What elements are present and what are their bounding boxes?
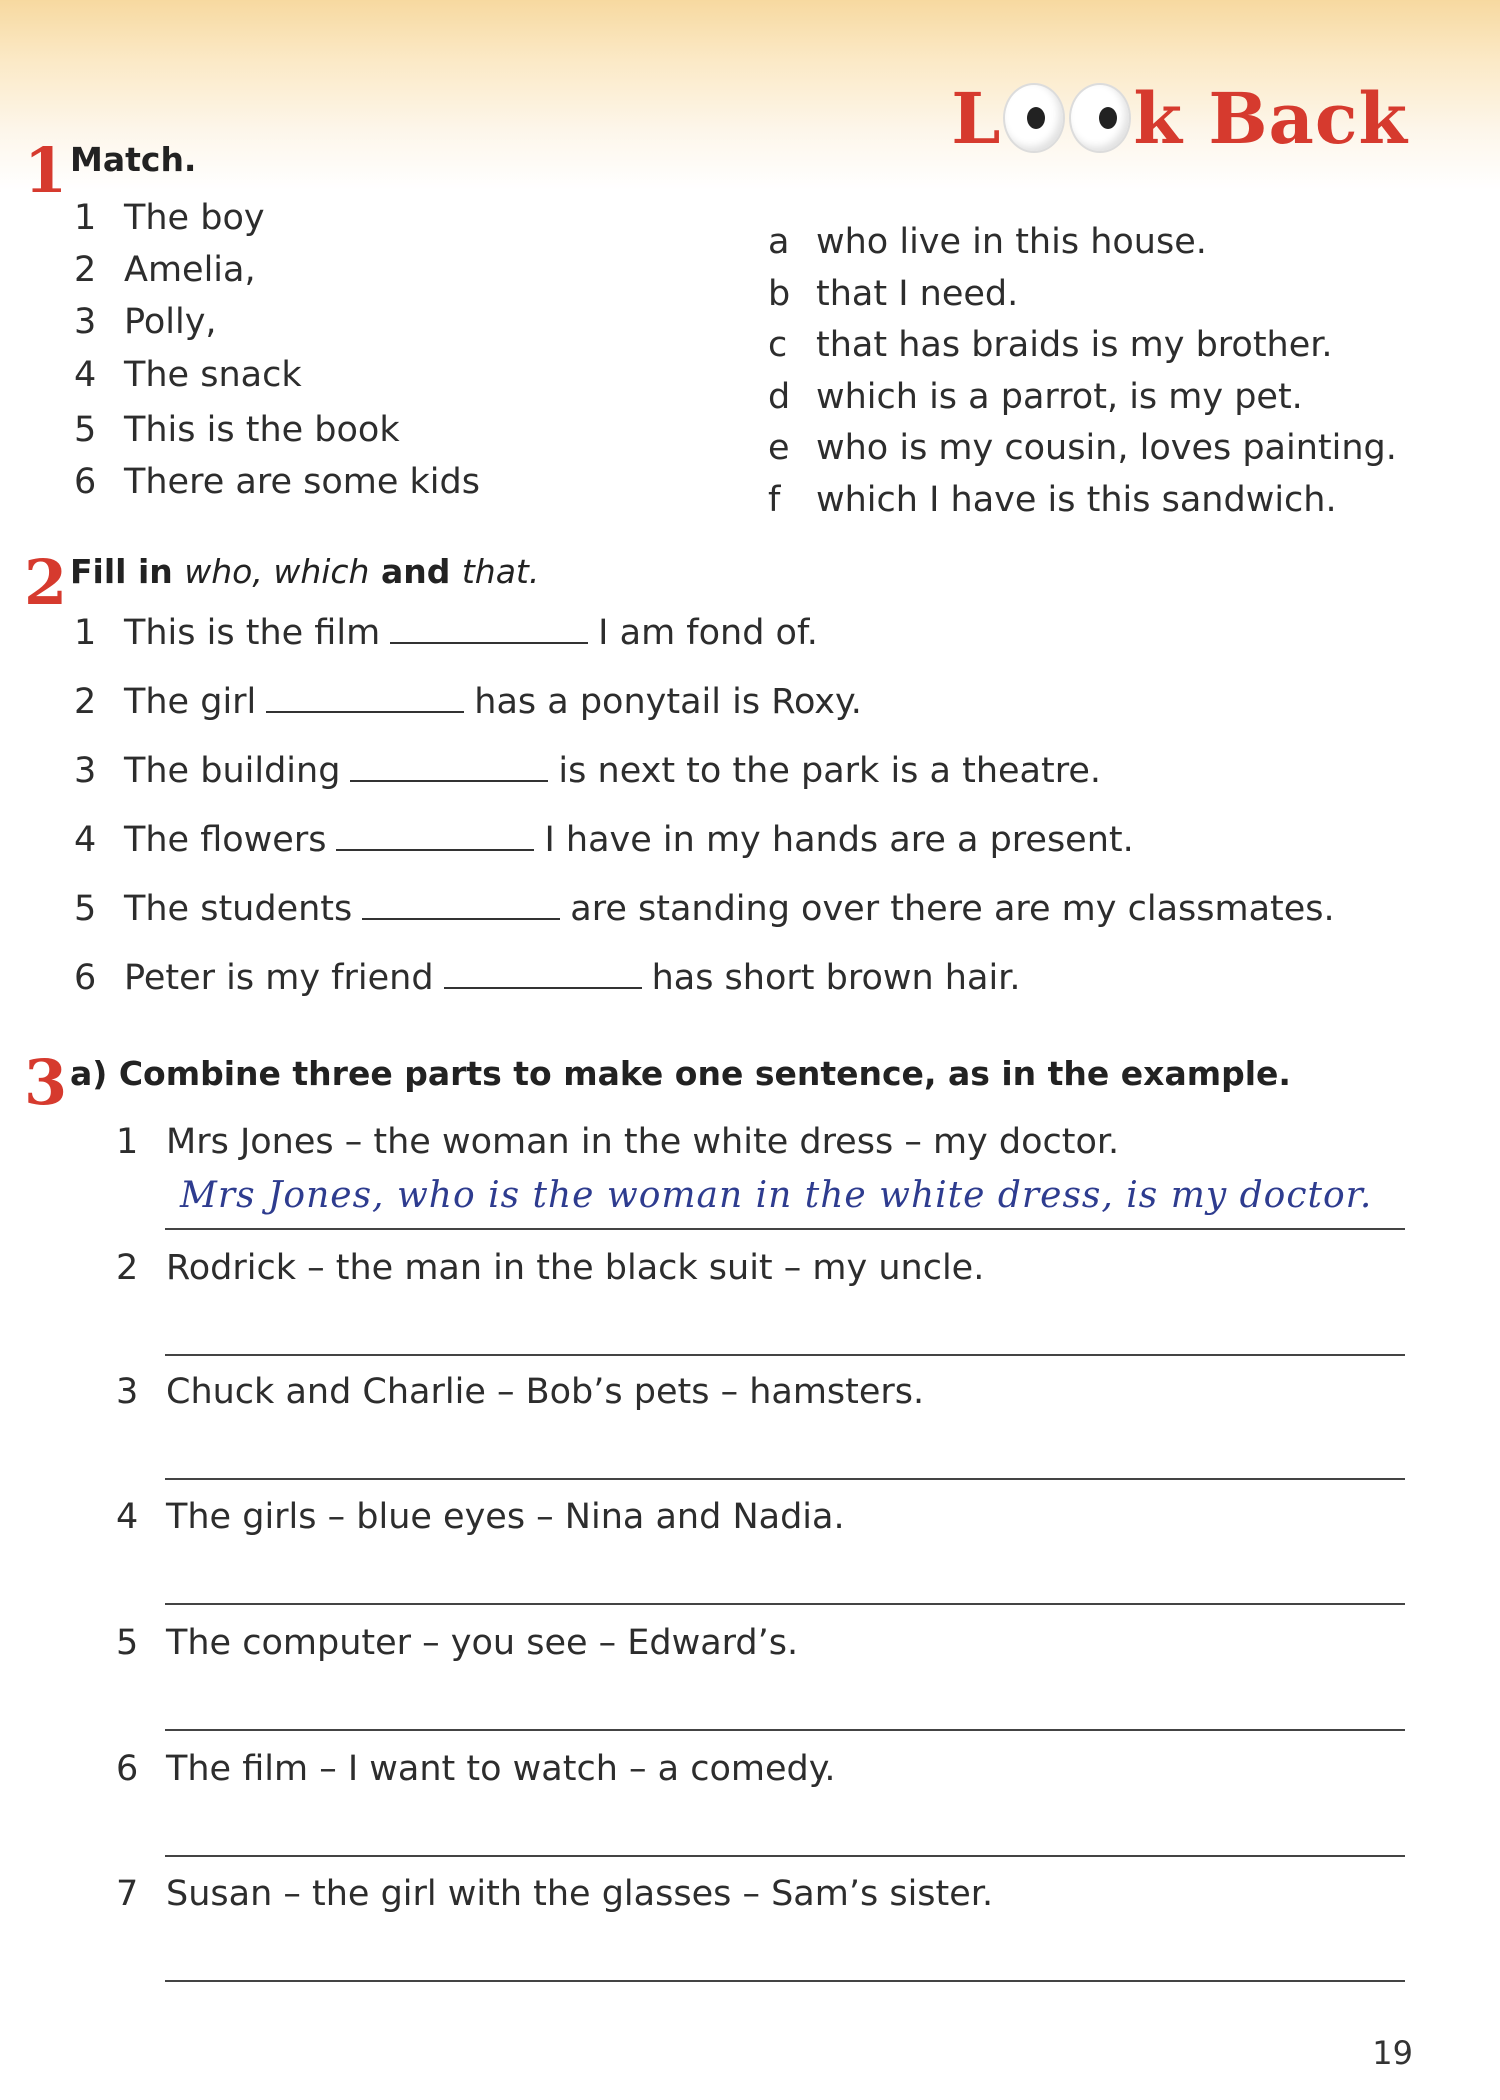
match-right-item: c that has braids is my brother. <box>768 325 1333 365</box>
page-number: 19 <box>1372 2034 1413 2072</box>
fill-in-item: 6 Peter is my friend has short brown hair. <box>74 958 1021 998</box>
answer-line[interactable] <box>165 1980 1405 1982</box>
eye-icon <box>1003 83 1065 153</box>
fill-in-item: 5 The students are standing over there are my classmates. <box>74 889 1335 929</box>
match-left-item: 4 The snack <box>74 355 302 395</box>
match-left-item: 3 Polly, <box>74 302 217 342</box>
match-left-item: 6 There are some kids <box>74 462 480 502</box>
match-left-item: 5 This is the book <box>74 410 400 450</box>
eye-icon <box>1069 83 1131 153</box>
answer-blank[interactable] <box>266 691 464 713</box>
combine-item: 2 Rodrick – the man in the black suit – my uncle. <box>116 1248 985 1288</box>
match-left-item: 2 Amelia, <box>74 250 256 290</box>
combine-item: 5 The computer – you see – Edward’s. <box>116 1623 799 1663</box>
fill-in-item: 4 The flowers I have in my hands are a present. <box>74 820 1134 860</box>
answer-blank[interactable] <box>336 829 534 851</box>
exercise-3-heading: a) Combine three parts to make one sentence, as in the example. <box>70 1054 1291 1093</box>
match-right-item: b that I need. <box>768 274 1019 314</box>
combine-item: 3 Chuck and Charlie – Bob’s pets – hamsters. <box>116 1372 925 1412</box>
fill-in-item: 2 The girl has a ponytail is Roxy. <box>74 682 862 722</box>
fill-in-item: 3 The building is next to the park is a theatre. <box>74 751 1101 791</box>
answer-blank[interactable] <box>362 898 560 920</box>
combine-item: 6 The film – I want to watch – a comedy. <box>116 1749 836 1789</box>
exercise-2-number: 2 <box>24 546 68 619</box>
answer-blank[interactable] <box>390 622 588 644</box>
fill-in-item: 1 This is the film I am fond of. <box>74 613 818 653</box>
answer-blank[interactable] <box>444 967 642 989</box>
answer-line[interactable] <box>165 1228 1405 1230</box>
look-back-title <box>951 78 1408 158</box>
exercise-2-heading: Fill in who, which and that. <box>70 552 540 591</box>
exercise-3-number: 3 <box>24 1046 68 1119</box>
match-left-item: 1 The boy <box>74 198 265 238</box>
title-letter-l: L <box>951 76 1002 160</box>
answer-line[interactable] <box>165 1855 1405 1857</box>
answer-blank[interactable] <box>350 760 548 782</box>
title-rest: k Back <box>1133 76 1408 160</box>
exercise-1-heading: Match. <box>70 140 197 179</box>
combine-item: 4 The girls – blue eyes – Nina and Nadia. <box>116 1497 845 1537</box>
match-right-item: e who is my cousin, loves painting. <box>768 428 1397 468</box>
answer-line[interactable] <box>165 1729 1405 1731</box>
exercise-1-number: 1 <box>24 134 68 207</box>
combine-item: 7 Susan – the girl with the glasses – Sam’s sister. <box>116 1874 994 1914</box>
match-right-item: f which I have is this sandwich. <box>768 480 1337 520</box>
answer-line[interactable] <box>165 1478 1405 1480</box>
combine-item: 1 Mrs Jones – the woman in the white dress – my doctor. <box>116 1122 1120 1162</box>
answer-line[interactable] <box>165 1354 1405 1356</box>
example-answer: Mrs Jones, who is the woman in the white dress, is my doctor. <box>180 1175 1373 1216</box>
match-right-item: d which is a parrot, is my pet. <box>768 377 1303 417</box>
match-right-item: a who live in this house. <box>768 222 1207 262</box>
answer-line[interactable] <box>165 1603 1405 1605</box>
